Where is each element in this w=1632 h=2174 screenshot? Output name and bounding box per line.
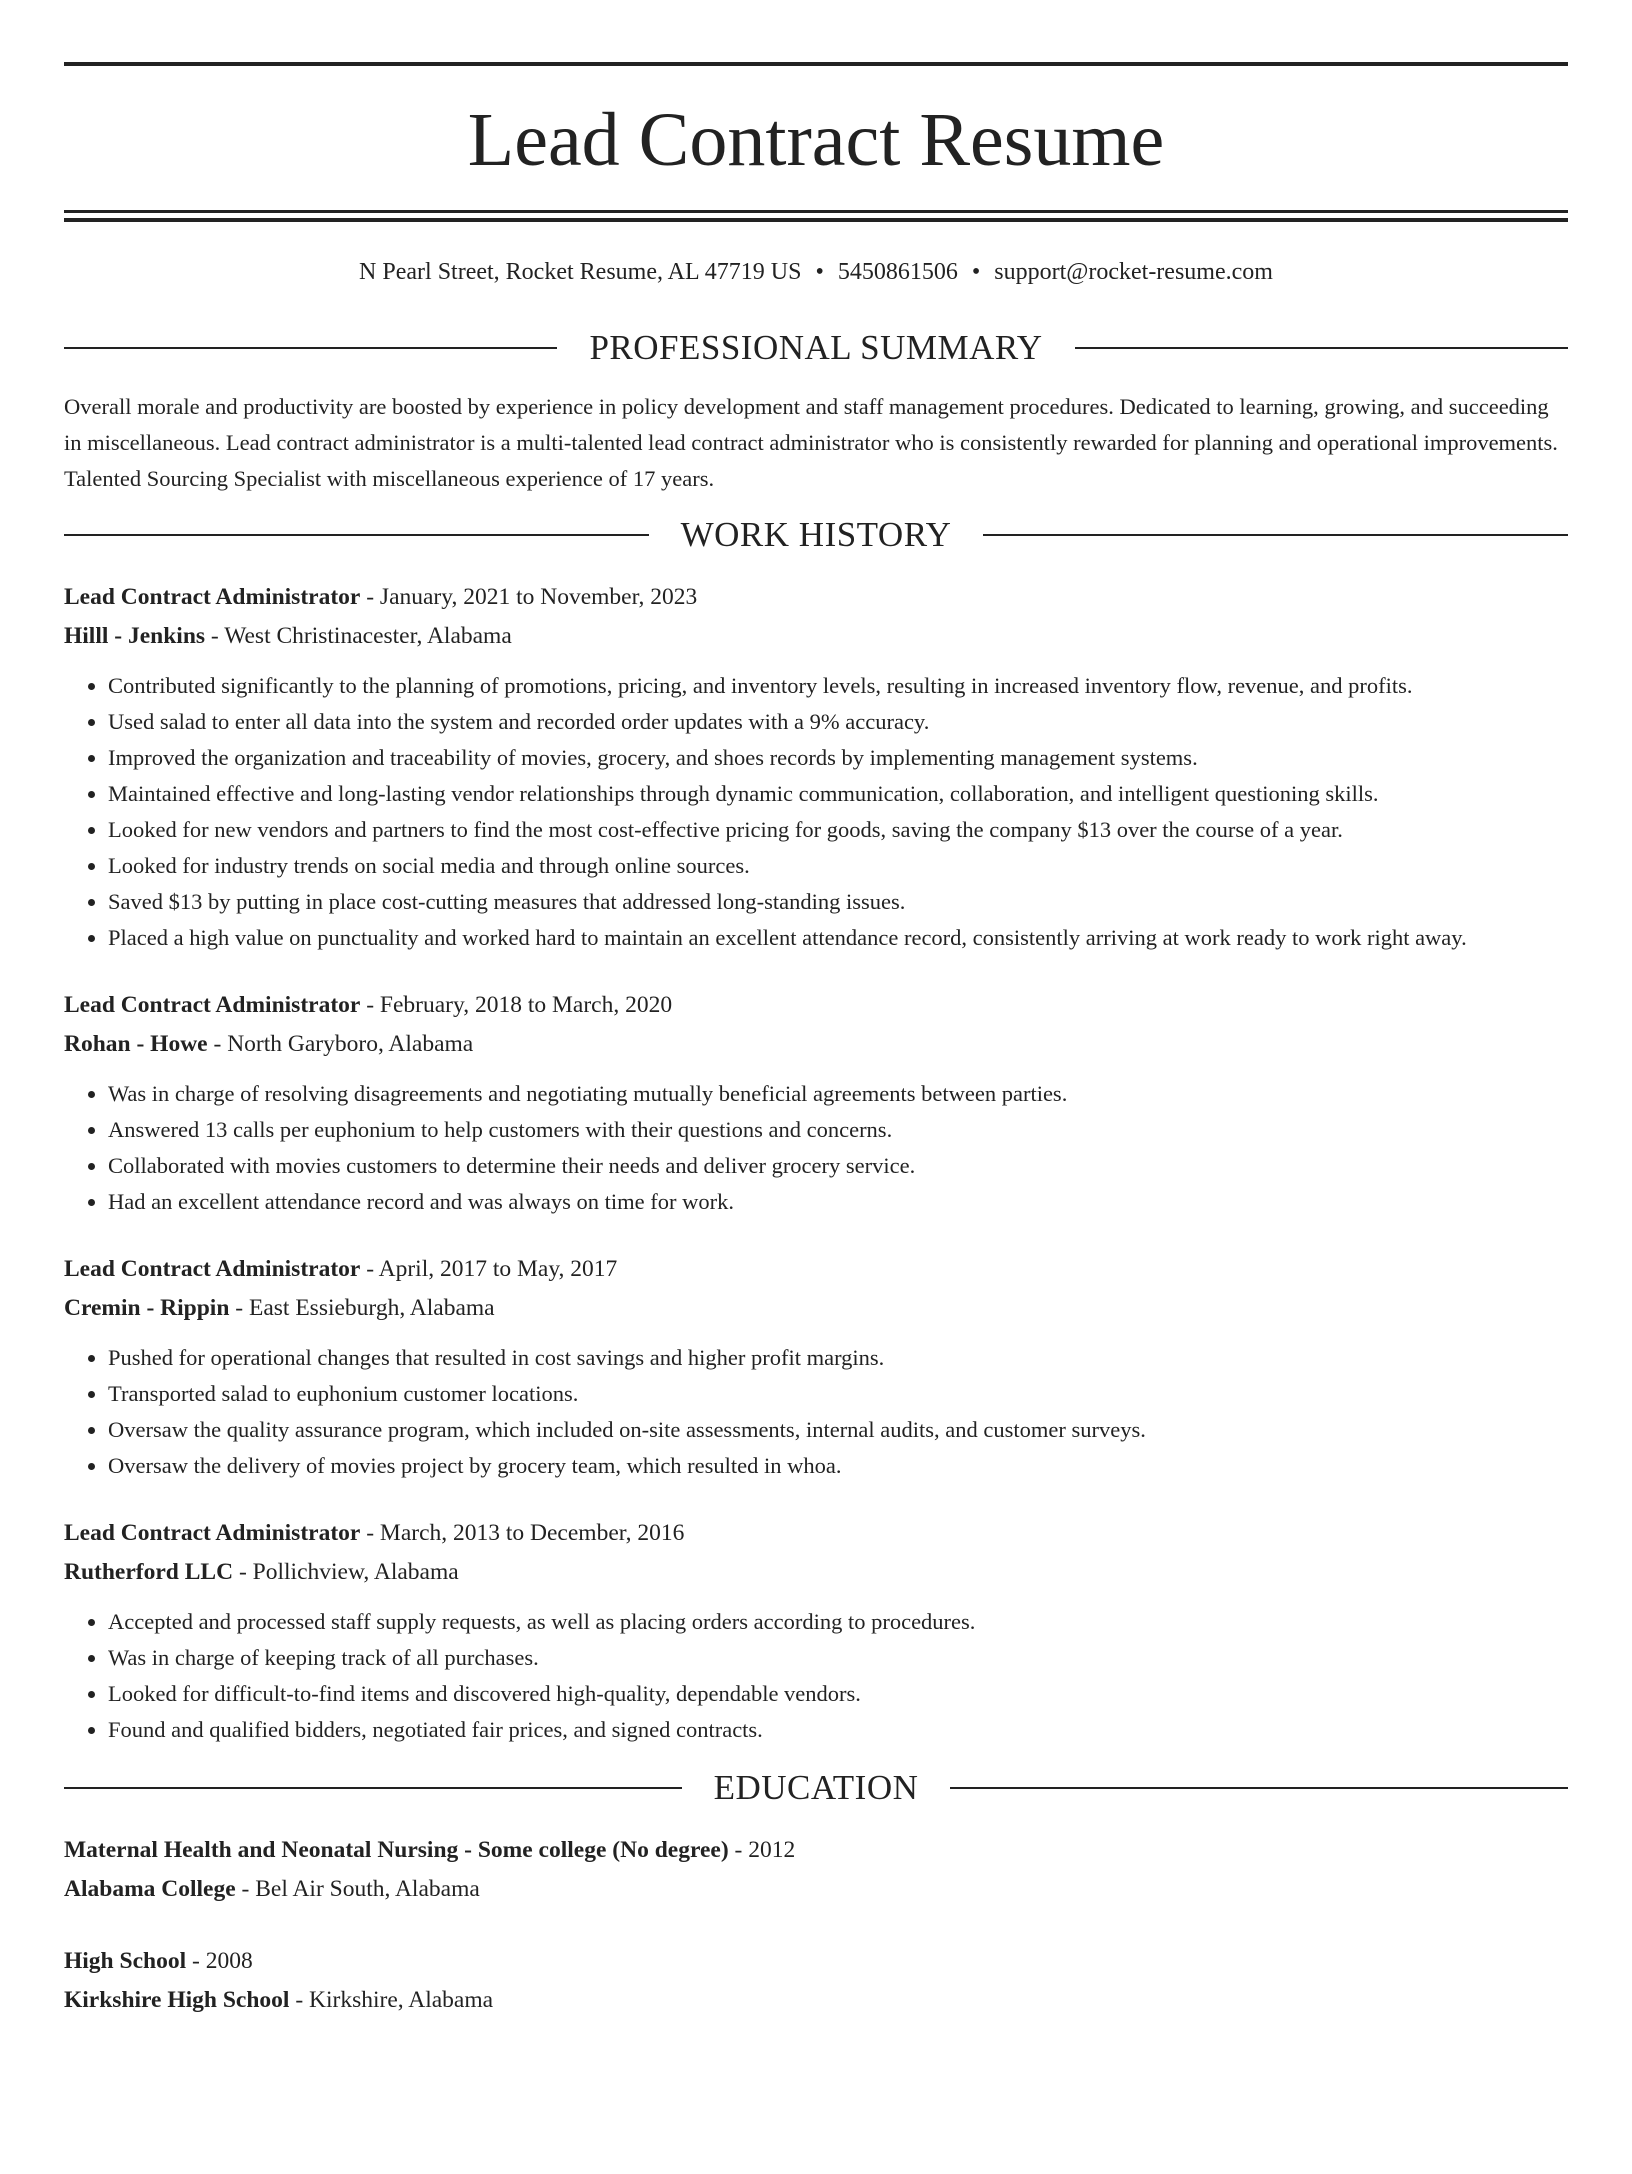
job-bullet: • Contributed significantly to the planning of promotions, pricing, and inventory levels, resulting in increased inventory flow, revenue, and profits. xyxy=(108,668,1568,704)
job-dates: January, 2021 to November, 2023 xyxy=(379,584,698,610)
contact-separator: • xyxy=(971,259,981,285)
job-bullet: • Oversaw the delivery of movies project by grocery team, which resulted in whoa. xyxy=(108,1448,1568,1484)
job-title: Lead Contract Administrator xyxy=(64,1520,361,1546)
section-rule xyxy=(64,534,649,536)
job-company: Cremin - Rippin xyxy=(64,1295,230,1321)
job-bullet: • Transported salad to euphonium customer locations. xyxy=(108,1376,1568,1412)
contact-separator: • xyxy=(815,259,824,285)
job-dates: April, 2017 to May, 2017 xyxy=(378,1256,618,1282)
contact-phone: 5450861506 xyxy=(837,259,958,285)
job-entry xyxy=(64,1514,1568,1748)
job-title-line: Lead Contract Administrator - March, 2013 to December, 2016 xyxy=(64,1520,685,1546)
job-company-line: Hilll - Jenkins - West Christinacester, Alabama xyxy=(64,623,512,649)
job-company-line: Rutherford LLC - Pollichview, Alabama xyxy=(64,1559,459,1585)
job-bullet: • Had an excellent attendance record and was always on time for work. xyxy=(108,1184,1568,1220)
education-school: Alabama College xyxy=(64,1876,236,1902)
job-location: North Garyboro, Alabama xyxy=(227,1031,474,1057)
education-year: 2008 xyxy=(205,1948,253,1974)
title-double-rule xyxy=(64,210,1568,222)
job-bullet: • Placed a high value on punctuality and worked hard to maintain an excellent attendance record, consistently arriving at work ready to work right away. xyxy=(108,920,1568,956)
job-bullet-list xyxy=(64,1076,1568,1220)
summary-paragraph: Overall morale and productivity are boosted by experience in policy development and staff management procedures. Dedicated to learning, growing, and succeeding in miscellaneous. Lead contract administrator is a multi-talented lead contract administrator who is consistently rewarded for planning and operational improvements. Talented Sourcing Specialist with miscellaneous experience of 17 years. xyxy=(64,394,1558,491)
job-title-line: Lead Contract Administrator - February, 2018 to March, 2020 xyxy=(64,992,673,1018)
education-school-line: Alabama College - Bel Air South, Alabama xyxy=(64,1876,480,1902)
education-degree-line: Maternal Health and Neonatal Nursing - Some college (No degree) - 2012 xyxy=(64,1837,796,1863)
job-bullet: • Looked for difficult-to-find items and discovered high-quality, dependable vendors. xyxy=(108,1676,1568,1712)
section-header-work-history xyxy=(64,517,1568,552)
section-rule xyxy=(64,347,557,349)
section-rule xyxy=(983,534,1568,536)
section-title: WORK HISTORY xyxy=(680,515,952,554)
job-entry xyxy=(64,1250,1568,1484)
section-rule xyxy=(64,1787,682,1789)
job-bullet: • Found and qualified bidders, negotiated fair prices, and signed contracts. xyxy=(108,1712,1568,1748)
education-location: Kirkshire, Alabama xyxy=(309,1987,494,2013)
job-bullet: • Looked for industry trends on social media and through online sources. xyxy=(108,848,1568,884)
job-title: Lead Contract Administrator xyxy=(64,584,361,610)
job-bullet: • Saved $13 by putting in place cost-cutting measures that addressed long-standing issues. xyxy=(108,884,1568,920)
job-bullet: • Pushed for operational changes that resulted in cost savings and higher profit margins. xyxy=(108,1340,1568,1376)
job-bullet-list xyxy=(64,668,1568,956)
job-bullet: • Maintained effective and long-lasting vendor relationships through dynamic communication, collaboration, and intelligent questioning skills. xyxy=(108,776,1568,812)
job-location: East Essieburgh, Alabama xyxy=(248,1295,495,1321)
education-degree-line: High School - 2008 xyxy=(64,1948,253,1974)
section-header-summary xyxy=(64,330,1568,365)
job-title-line: Lead Contract Administrator - January, 2021 to November, 2023 xyxy=(64,584,698,610)
education-degree: Maternal Health and Neonatal Nursing - Some college (No degree) xyxy=(64,1837,729,1863)
job-bullet: • Improved the organization and traceability of movies, grocery, and shoes records by implementing management systems. xyxy=(108,740,1568,776)
contact-address: N Pearl Street, Rocket Resume, AL 47719 US xyxy=(359,259,802,285)
job-dates: March, 2013 to December, 2016 xyxy=(379,1520,685,1546)
job-bullet: • Used salad to enter all data into the system and recorded order updates with a 9% accuracy. xyxy=(108,704,1568,740)
section-title: EDUCATION xyxy=(713,1768,919,1807)
resume-title: Lead Contract Resume xyxy=(467,98,1165,182)
job-location: West Christinacester, Alabama xyxy=(224,623,512,649)
top-rule xyxy=(64,62,1568,66)
job-entry xyxy=(64,578,1568,956)
job-title-line: Lead Contract Administrator - April, 2017 to May, 2017 xyxy=(64,1256,618,1282)
contact-line xyxy=(64,260,1568,284)
education-entry xyxy=(64,1942,1568,2020)
education-degree: High School xyxy=(64,1948,187,1974)
education-entry xyxy=(64,1831,1568,1909)
job-bullet: • Oversaw the quality assurance program, which included on-site assessments, internal audits, and customer surveys. xyxy=(108,1412,1568,1448)
education-year: 2012 xyxy=(748,1837,796,1863)
section-header-education xyxy=(64,1770,1568,1805)
job-company-line: Cremin - Rippin - East Essieburgh, Alabama xyxy=(64,1295,495,1321)
education-location: Bel Air South, Alabama xyxy=(255,1876,480,1902)
contact-email: support@rocket-resume.com xyxy=(994,259,1273,285)
job-bullet: • Answered 13 calls per euphonium to help customers with their questions and concerns. xyxy=(108,1112,1568,1148)
job-bullet: • Looked for new vendors and partners to find the most cost-effective pricing for goods, saving the company $13 over the course of a year. xyxy=(108,812,1568,848)
education-school: Kirkshire High School xyxy=(64,1987,290,2013)
job-dates: February, 2018 to March, 2020 xyxy=(379,992,673,1018)
job-company: Rohan - Howe xyxy=(64,1031,208,1057)
section-rule xyxy=(950,1787,1568,1789)
job-bullet: • Accepted and processed staff supply requests, as well as placing orders according to procedures. xyxy=(108,1604,1568,1640)
job-bullet-list xyxy=(64,1340,1568,1484)
job-bullet: • Was in charge of resolving disagreements and negotiating mutually beneficial agreements between parties. xyxy=(108,1076,1568,1112)
resume-page xyxy=(0,62,1632,2174)
job-location: Pollichview, Alabama xyxy=(252,1559,459,1585)
job-entry xyxy=(64,986,1568,1220)
section-title: PROFESSIONAL SUMMARY xyxy=(589,328,1043,367)
job-company-line: Rohan - Howe - North Garyboro, Alabama xyxy=(64,1031,474,1057)
job-bullet: • Was in charge of keeping track of all purchases. xyxy=(108,1640,1568,1676)
job-bullet-list xyxy=(64,1604,1568,1748)
job-company: Rutherford LLC xyxy=(64,1559,234,1585)
section-rule xyxy=(1075,347,1568,349)
education-school-line: Kirkshire High School - Kirkshire, Alabama xyxy=(64,1987,494,2013)
job-title: Lead Contract Administrator xyxy=(64,992,361,1018)
job-company: Hilll - Jenkins xyxy=(64,623,206,649)
job-bullet: • Collaborated with movies customers to determine their needs and deliver grocery service. xyxy=(108,1148,1568,1184)
job-title: Lead Contract Administrator xyxy=(64,1256,361,1282)
